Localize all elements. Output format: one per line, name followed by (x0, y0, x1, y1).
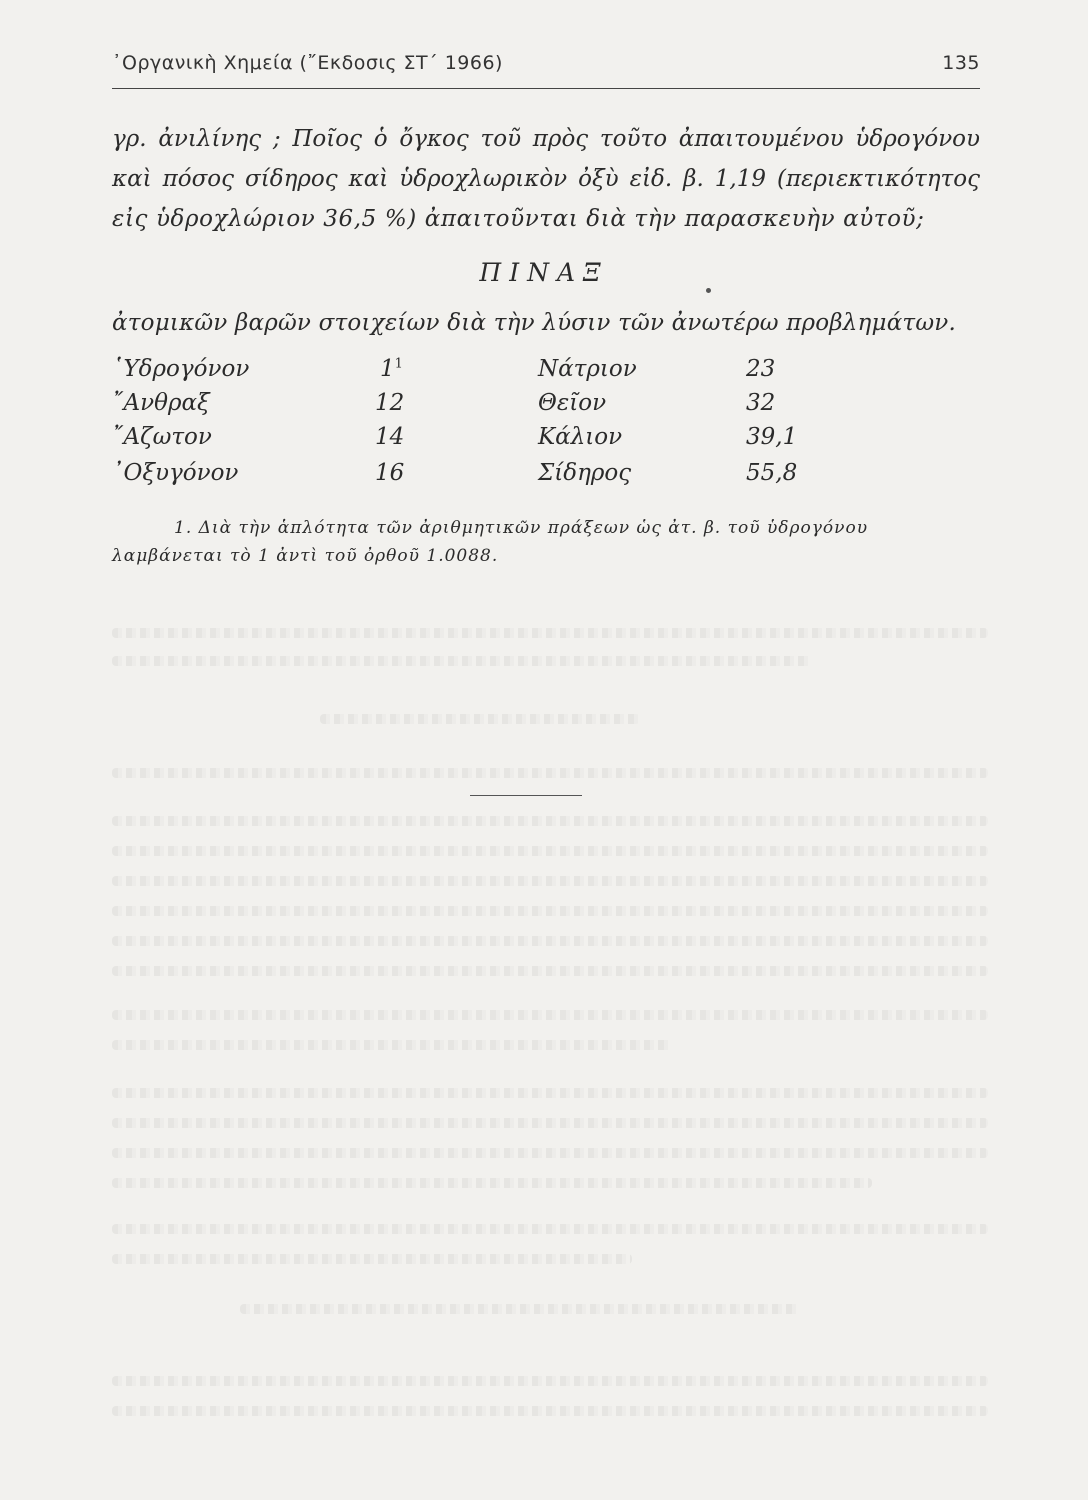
element-weight: 14 (375, 424, 405, 450)
problem-paragraph (112, 126, 980, 246)
element-name: ᾿Οξυγόνον (112, 460, 239, 486)
section-separator (470, 795, 582, 796)
element-weight: 32 (746, 390, 776, 416)
element-weight (380, 356, 403, 382)
table-heading: ΠΙΝΑΞ (479, 258, 609, 287)
table-subtitle-text: ἀτομικῶν βαρῶν στοιχείων διὰ τὴν λύσιν τῶν ἀνωτέρω προβλημάτων. (112, 310, 956, 336)
element-weight: 16 (375, 460, 405, 486)
element-weight: 39,1 (746, 424, 798, 450)
weight-value: 1 (380, 356, 395, 382)
element-weight: 23 (746, 356, 776, 382)
table-row (112, 390, 980, 424)
table-row (112, 424, 980, 458)
element-name: Νάτριον (538, 356, 637, 382)
element-name: ῎Αζωτον (112, 424, 212, 450)
element-name: Σίδηρος (538, 460, 632, 486)
footnote-marker: 1 (394, 356, 403, 372)
paragraph-line: καὶ πόσος σίδηρος καὶ ὑδροχλωρικὸν ὀξὺ εἰδ. β. 1,19 (περιεκτικότητος (112, 166, 980, 192)
element-name: Θεῖον (538, 390, 607, 416)
page-number: 135 (942, 52, 980, 74)
header-rule (112, 88, 980, 89)
paragraph-line: γρ. ἀνιλίνης ; Ποῖος ὁ ὄγκος τοῦ πρὸς τοῦτο ἀπαιτουμένου ὑδρογόνου (112, 126, 980, 152)
footnote (112, 518, 980, 578)
element-name: ῾Υδρογόνον (112, 356, 250, 382)
running-header (112, 52, 980, 82)
paragraph-line: εἰς ὑδροχλώριον 36,5 %) ἀπαιτοῦνται διὰ τὴν παρασκευὴν αὐτοῦ; (112, 206, 925, 232)
footnote-line: λαμβάνεται τὸ 1 ἀντὶ τοῦ ὀρθοῦ 1.0088. (112, 546, 499, 566)
element-weight: 12 (375, 390, 405, 416)
table-subtitle (112, 310, 980, 342)
footnote-line: 1. Διὰ τὴν ἁπλότητα τῶν ἀριθμητικῶν πράξεων ὡς ἀτ. β. τοῦ ὑδρογόνου (174, 518, 869, 538)
element-name: Κάλιον (538, 424, 623, 450)
table-row (112, 356, 980, 390)
table-row (112, 460, 980, 494)
print-dot (706, 288, 711, 293)
header-title: ᾿Οργανικὴ Χημεία (῎Εκδοσις ΣΤ΄ 1966) (112, 52, 503, 74)
element-weight: 55,8 (746, 460, 798, 486)
element-name: ῎Ανθραξ (112, 390, 210, 416)
